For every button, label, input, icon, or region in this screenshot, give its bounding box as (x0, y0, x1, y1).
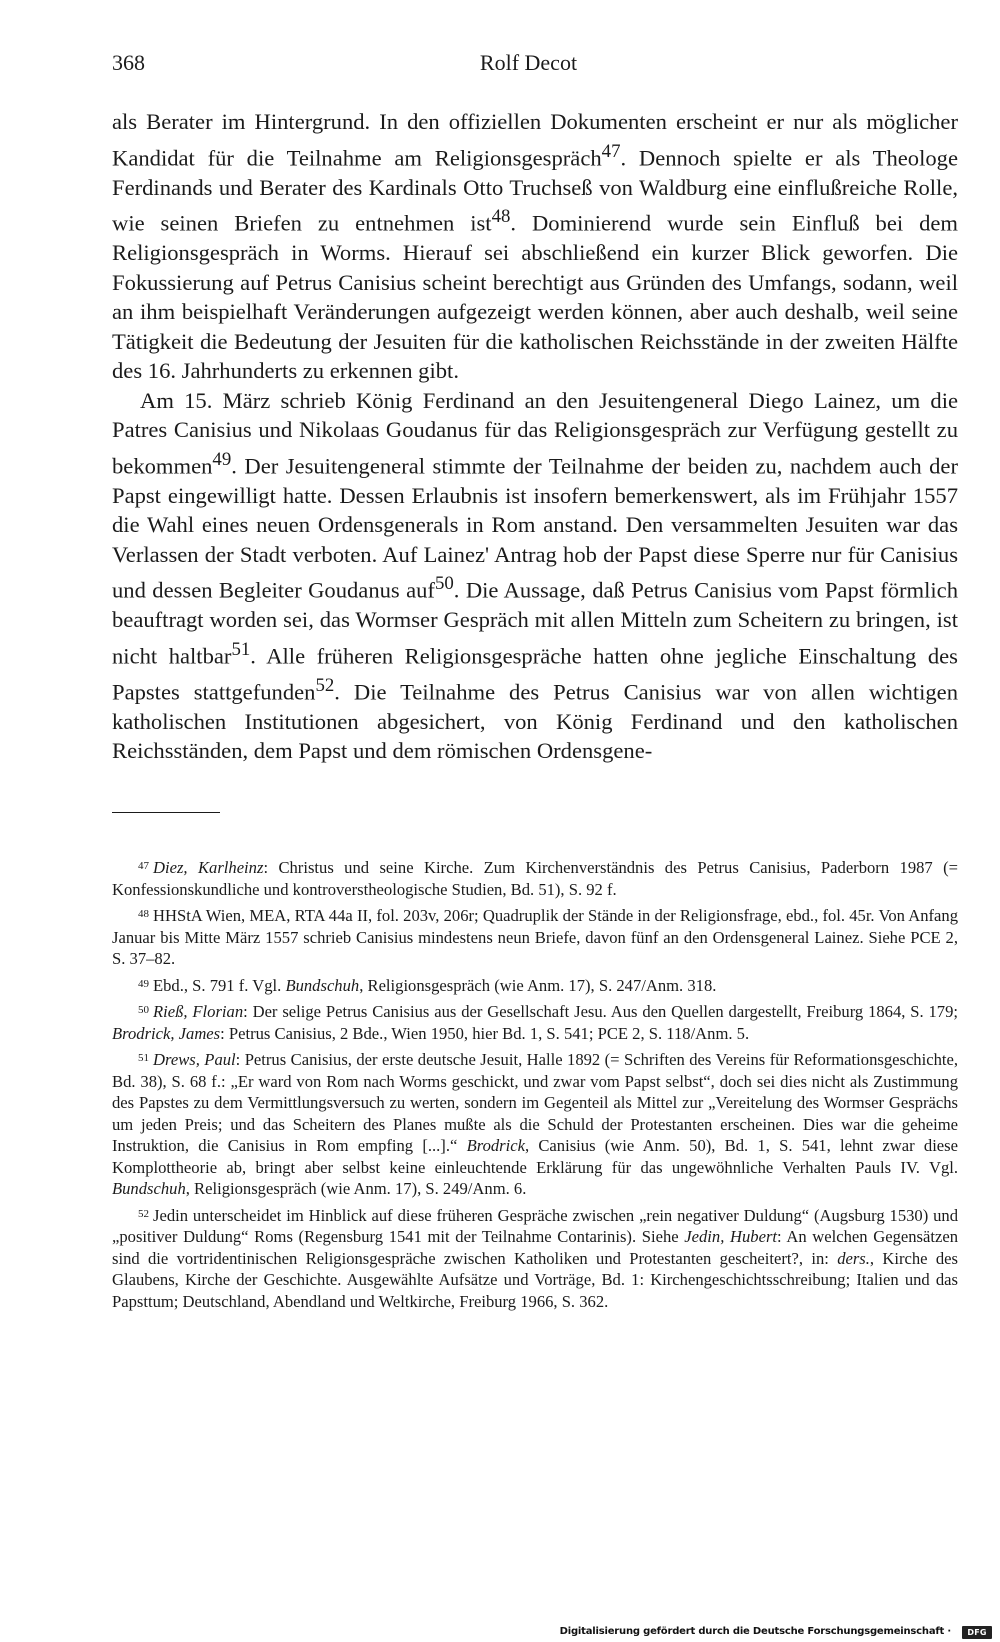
footnote-number: 52 (138, 1207, 149, 1220)
paragraph-2 (112, 386, 958, 766)
footnote-text: : An welchen Gegensätzen sind die vortridentinischen Religionsgespräche zwischen Katholiken und Protestanten gescheitert?, in: (112, 1227, 958, 1268)
footnote-text: : Petrus Canisius, 2 Bde., Wien 1950, hier Bd. 1, S. 541; PCE 2, S. 118/Anm. 5. (220, 1023, 750, 1043)
footnote-author: Drews, Paul (153, 1050, 236, 1069)
footnote-text: , Religionsgespräch (wie Anm. 17), S. 249/Anm. 6. (185, 1179, 527, 1198)
paragraph-text: . Dominierend wurde sein Einfluß bei dem Religionsgespräch in Worms. Hierauf sei abschließend ein kurzer Blick geworfen. Die Fokussierung auf Petrus Canisius scheint berechtigt aus Gründen des Umfangs, sodann, weil an ihm beispielhaft Veränderungen aufgezeigt werden können, aber auch deshalb, weil seine Tätigkeit die Bedeutung der Jesuiten für die katholischen Reichsstände in der zweiten Hälfte des 16. Jahrhunderts zu erkennen gibt. (112, 210, 958, 384)
footnote-author: ders. (837, 1248, 870, 1268)
paragraph-1 (112, 107, 958, 386)
footnote-text: , Religionsgespräch (wie Anm. 17), S. 247/Anm. 318. (359, 975, 717, 995)
paragraph-text: . Der Jesuitengeneral stimmte der Teilnahme der beiden zu, nachdem auch der Papst eingewilligt hatte. Dessen Erlaubnis ist insofern bemerkenswert, als im Frühjahr 1557 die Wahl eines neuen Ordensgenerals in Rom anstand. Den versammelten Jesuiten war das Verlassen der Stadt verboten. Auf Lainez' Antrag hob der Papst diese Sperre nur für Canisius und dessen Begleiter Goudanus auf (112, 453, 958, 603)
footnote-text: , Canisius (wie Anm. 50), Bd. 1, S. 541, lehnt zwar diese Komplottheorie ab, bringt aber selbst keine einleuchtende Erklärung für das ungewöhnliche Verhalten Pauls IV. Vgl. (112, 1136, 958, 1177)
digitization-note: Digitalisierung gefördert durch die Deutsche Forschungsgemeinschaft · (559, 1626, 951, 1637)
footnotes (112, 856, 958, 1316)
footnote-number: 49 (138, 977, 149, 990)
footnote-author: Bundschuh (112, 1179, 186, 1198)
footnote-ref-49: 49 (212, 448, 232, 470)
footnote-50 (112, 1000, 958, 1044)
footnote-author: Diez, Karlheinz (153, 858, 264, 877)
footnote-text: , Kirche des Glaubens, Kirche der Geschichte. Ausgewählte Aufsätze und Vorträge, Bd. 1: Kirchengeschichtsschreibung; Italien und das Papsttum; Deutschland, Abendland und Weltkirche, Freiburg 1966, S. 362. (112, 1248, 958, 1311)
paragraph-text: Am 15. März schrieb König Ferdinand an den Jesuitengeneral Diego Lainez, um die Patres Canisius und Nikolaas Goudanus für das Religionsgespräch zur Verfügung gestellt zu bekommen (112, 387, 958, 479)
dfg-logo: DFG (962, 1626, 992, 1639)
footnote-text: Ebd., S. 791 f. Vgl. (153, 975, 286, 995)
running-head-author: Rolf Decot (479, 50, 578, 75)
footnote-49 (112, 974, 958, 997)
footnote-author: Rieß, Florian (153, 1002, 244, 1021)
footnote-text: Jedin unterscheidet im Hinblick auf diese früheren Gespräche zwischen „rein negativer Duldung“ (Augsburg 1530) und „positiver Duldung“ Roms (Regensburg 1541 mit der Teilnahme Contarinis). Siehe (112, 1205, 958, 1246)
footnote-ref-51: 51 (231, 638, 251, 660)
footnote-number: 48 (138, 908, 149, 920)
footnote-number: 50 (138, 1004, 149, 1016)
paragraph-text: . Die Aussage, daß Petrus Canisius vom Papst förmlich beauftragt worden sei, das Wormser Gespräch mit allen Mitteln zum Scheitern zu bringen, ist nicht haltbar (112, 577, 958, 669)
footnote-author: Jedin, Hubert (684, 1227, 778, 1246)
paragraph-text: als Berater im Hintergrund. In den offiziellen Dokumenten erscheint er nur als möglicher Kandidat für die Teilnahme am Religionsgespräch (112, 109, 958, 171)
footnote-text: : Der selige Petrus Canisius aus der Gesellschaft Jesu. Aus den Quellen dargestellt, Freiburg 1864, S. 179; (243, 1002, 958, 1021)
footnote-ref-47: 47 (601, 140, 621, 162)
footnote-author: Brodrick, James (112, 1023, 221, 1043)
running-head (112, 46, 945, 80)
footnote-ref-48: 48 (491, 206, 511, 228)
footnote-text: : Christus und seine Kirche. Zum Kirchenverständnis des Petrus Canisius, Paderborn 1987 (= Konfessionskundliche und kontroverstheologische Studien, Bd. 51), S. 92 f. (112, 858, 958, 899)
footnote-author: Bundschuh (285, 975, 360, 995)
footnote-52 (112, 1204, 958, 1313)
paragraph-text: . Dennoch spielte er als Theologe Ferdinands und Berater des Kardinals Otto Truchseß von Waldburg eine einflußreiche Rolle, wie seinen Briefen zu entnehmen ist (112, 145, 958, 236)
footnote-47 (112, 856, 958, 900)
footnote-rule (112, 812, 220, 813)
paragraph-text: . Die Teilnahme des Petrus Canisius war von allen wichtigen katholischen Institutionen abgesichert, von König Ferdinand und den katholischen Reichsständen, dem Papst und dem römischen Ordensgene- (112, 679, 958, 764)
page-number: 368 (112, 50, 145, 75)
footnote-author: Brodrick (466, 1136, 525, 1155)
footnote-51 (112, 1048, 958, 1200)
paragraph-text: . Alle früheren Religionsgespräche hatten ohne jegliche Einschaltung des Papstes stattgefunden (112, 643, 958, 705)
footnote-number: 47 (138, 860, 149, 872)
footnote-ref-52: 52 (315, 674, 335, 696)
footnote-48 (112, 904, 958, 970)
footnote-ref-50: 50 (434, 573, 454, 595)
footnote-text: HHStA Wien, MEA, RTA 44a II, fol. 203v, 206r; Quadruplik der Stände in der Religionsfrage, ebd., fol. 45r. Von Anfang Januar bis Mitte März 1557 schrieb Canisius mindestens neun Briefe, davon fünf an den Ordensgeneral Lainez. Siehe PCE 2, S. 37–82. (112, 906, 958, 968)
footnote-number: 51 (138, 1052, 149, 1064)
footnote-text: : Petrus Canisius, der erste deutsche Jesuit, Halle 1892 (= Schriften des Vereins für Reformationsgeschichte, Bd. 38), S. 68 f.: „Er ward von Rom nach Worms geschickt, und zwar vom Papst selbst“, doch sei dies nicht als Zustimmung des Papstes zu dem Vermittlungsversuch zu werten, sondern im Gegenteil als Mittel zur „Vereitelung des Wormser Gesprächs um jeden Preis; und das Scheitern des Planes mußte als die Schuld der Protestanten erscheinen. Dies war die geheime Instruktion, die Canisius in Rom empfing [...].“ (112, 1050, 959, 1155)
main-text (112, 107, 958, 766)
